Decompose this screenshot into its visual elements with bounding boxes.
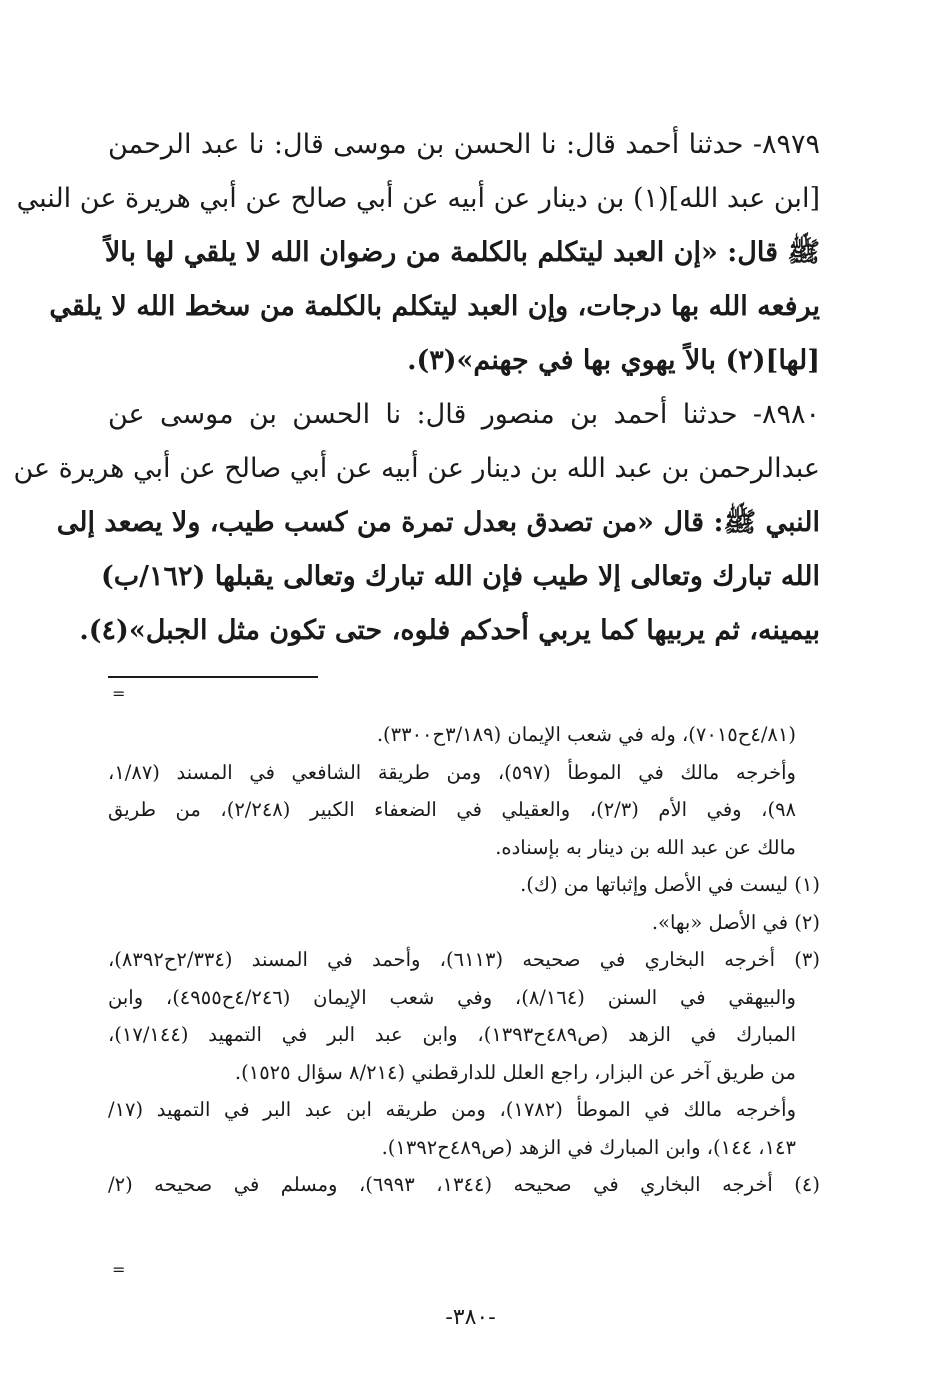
text-line: [ابن عبد الله](١) بن دينار عن أبيه عن أبي صالح عن أبي هريرة عن النبي (16, 183, 820, 214)
text-line: بيمينه، ثم يربيها كما يربي أحدكم فلوه، حتى تكون مثل الجبل»(٤). (79, 615, 820, 646)
text-line: الله تبارك وتعالى إلا طيب فإن الله تبارك وتعالى يقبلها (١٦٢/ب) (100, 561, 820, 592)
footnote-separator (108, 676, 318, 678)
footnote-line: والبيهقي في السنن (٨/١٦٤)، وفي شعب الإيمان (٤/٢٤٦ح٤٩٥٥)، وابن (108, 985, 796, 1009)
footnote-line: (٣) أخرجه البخاري في صحيحه (٦١١٣)، وأحمد في المسند (٢/٣٣٤ح٨٣٩٢)، (108, 948, 820, 971)
text-line: ﷺ قال: «إن العبد ليتكلم بالكلمة من رضوان الله لا يلقي لها بالاً (104, 237, 820, 268)
hadith-8980 (13, 388, 820, 658)
footnote-1: (١) ليست في الأصل وإثباتها من (ك). (520, 873, 820, 896)
footnote-3 (108, 941, 820, 1166)
footnote-2: (٢) في الأصل «بها». (651, 910, 820, 934)
text-line: النبي ﷺ: قال «من تصدق بعدل تمرة من كسب طيب، ولا يصعد إلى (56, 507, 820, 538)
footnote-line: وأخرجه مالك في الموطأ (٥٩٧)، ومن طريقة الشافعي في المسند (١/٨٧، (108, 760, 796, 784)
footnotes (108, 716, 820, 1204)
text-line: [لها](٢) بالاً يهوي بها في جهنم»(٣). (407, 345, 820, 376)
footnote-continuation (108, 716, 820, 866)
text-line: ٨٩٨٠- حدثنا أحمد بن منصور قال: نا الحسن بن موسى عن (108, 399, 820, 430)
continues-marker: = (112, 1260, 126, 1279)
continuation-marker: = (112, 684, 126, 703)
text-line: عبدالرحمن بن عبد الله بن دينار عن أبيه عن أبي صالح عن أبي هريرة عن (13, 453, 820, 484)
footnote-line: مالك عن عبد الله بن دينار به بإسناده. (495, 835, 796, 859)
footnote-line: من طريق آخر عن البزار، راجع العلل للدارقطني (٨/٢١٤ سؤال ١٥٢٥). (234, 1060, 796, 1084)
footnote-line: ١٤٣، ١٤٤)، وابن المبارك في الزهد (ص٤٨٩ح١٣٩٢). (381, 1135, 796, 1159)
footnote-line: وأخرجه مالك في الموطأ (١٧٨٢)، ومن طريقه ابن عبد البر في التمهيد (١٧/ (108, 1098, 796, 1121)
footnote-4: (٤) أخرجه البخاري في صحيحه (١٣٤٤، ٦٩٩٣)، ومسلم في صحيحه (٢/ (108, 1173, 820, 1196)
page-number: -٣٨٠- (445, 1305, 496, 1330)
text-line: يرفعه الله بها درجات، وإن العبد ليتكلم بالكلمة من سخط الله لا يلقي (49, 291, 820, 322)
main-text (13, 118, 820, 658)
footnote-line: (٤/٨١ح٧٠١٥)، وله في شعب الإيمان (٣/١٨٩ح٣٣٠٠). (376, 723, 796, 746)
text-line: ٨٩٧٩- حدثنا أحمد قال: نا الحسن بن موسى قال: نا عبد الرحمن (108, 129, 820, 160)
hadith-8979 (16, 118, 820, 388)
footnote-line: المبارك في الزهد (ص٤٨٩ح١٣٩٣)، وابن عبد البر في التمهيد (١٧/١٤٤)، (108, 1023, 797, 1046)
footnote-line: ٩٨)، وفي الأم (٢/٣)، والعقيلي في الضعفاء الكبير (٢/٢٤٨)، من طريق (108, 798, 797, 821)
